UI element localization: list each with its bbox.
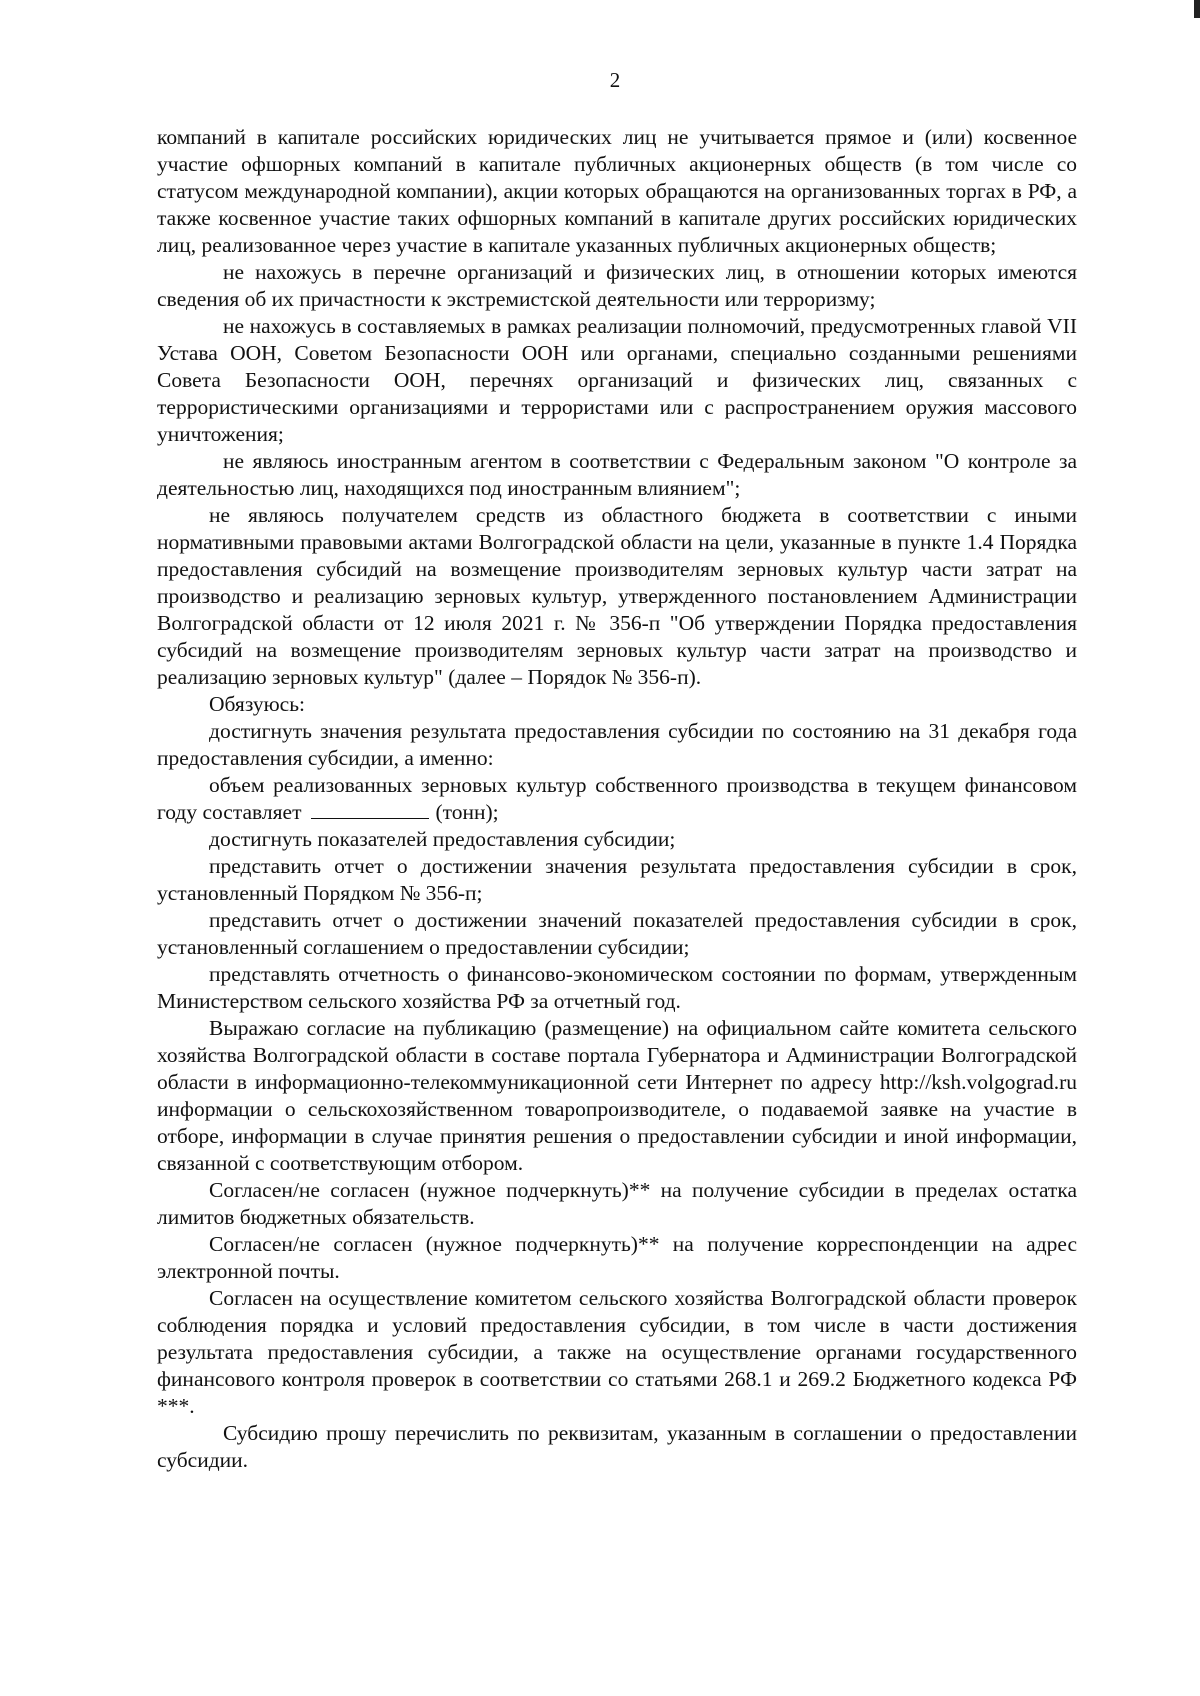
page-number: 2: [609, 68, 621, 92]
scan-edge-mark: [1194, 0, 1200, 18]
tonnage-blank-field[interactable]: [311, 800, 429, 819]
paragraph-achieve-indicators: достигнуть показателей предоставления субсидии;: [209, 827, 676, 851]
paragraph-achieve-result: достигнуть значения результата предоставления субсидии по состоянию на 31 декабря года предоставления субсидии, а именно:: [157, 719, 1077, 770]
grain-volume-text: объем реализованных зерновых культур собственного производства в текущем финансовом году составляет: [157, 773, 1077, 824]
paragraph-foreign-agent: не являюсь иностранным агентом в соответствии с Федеральным законом "О контроле за деятельностью лиц, находящихся под иностранным влиянием";: [157, 449, 1077, 500]
paragraph-limits-consent: Согласен/не согласен (нужное подчеркнуть)** на получение субсидии в пределах остатка лимитов бюджетных обязательств.: [157, 1178, 1077, 1229]
document-body: [157, 124, 1077, 1474]
paragraph-un-sanctions-list: не нахожусь в составляемых в рамках реализации полномочий, предусмотренных главой VII Устава ООН, Советом Безопасности ООН или органами, специально созданными решениями Совета Безопасности ООН, перечнях организаций и физических лиц, связанных с террористическими организациями и террористами или с распространением оружия массового уничтожения;: [157, 314, 1077, 446]
paragraph-indicators-report: представить отчет о достижении значений показателей предоставления субсидии в срок, установленный соглашением о предоставлении субсидии;: [157, 908, 1077, 959]
paragraph-email-consent: Согласен/не согласен (нужное подчеркнуть)** на получение корреспонденции на адрес электронной почты.: [157, 1232, 1077, 1283]
paragraph-financial-reporting: представлять отчетность о финансово-экономическом состоянии по формам, утвержденным Министерством сельского хозяйства РФ за отчетный год.: [157, 962, 1077, 1013]
paragraph-result-report: представить отчет о достижении значения результата предоставления субсидии в срок, установленный Порядком № 356-п;: [157, 854, 1077, 905]
paragraph-audit-consent: Согласен на осуществление комитетом сельского хозяйства Волгоградской области проверок соблюдения порядка и условий предоставления субсидии, в том числе в части достижения результата предоставления субсидии, а также на осуществление органами государственного финансового контроля проверок в соответствии со статьями 268.1 и 269.2 Бюджетного кодекса РФ ***.: [157, 1286, 1077, 1418]
paragraph-grain-volume: [157, 772, 1077, 826]
tonnage-unit: (тонн);: [435, 800, 499, 824]
paragraph-extremism-list: не нахожусь в перечне организаций и физических лиц, в отношении которых имеются сведения об их причастности к экстремистской деятельности или терроризму;: [157, 260, 1077, 311]
paragraph-obligations-heading: Обязуюсь:: [209, 692, 305, 716]
paragraph-offshore-participation: компаний в капитале российских юридических лиц не учитывается прямое и (или) косвенное участие офшорных компаний в капитале публичных акционерных обществ (в том числе со статусом международной компании), акции которых обращаются на организованных торгах в РФ, а также косвенное участие таких офшорных компаний в капитале других российских юридических лиц, реализованное через участие в капитале указанных публичных акционерных обществ;: [157, 125, 1077, 257]
paragraph-not-budget-recipient: не являюсь получателем средств из областного бюджета в соответствии с иными нормативными правовыми актами Волгоградской области на цели, указанные в пункте 1.4 Порядка предоставления субсидий на возмещение производителям зерновых культур части затрат на производство и реализацию зерновых культур, утвержденного постановлением Администрации Волгоградской области от 12 июля 2021 г. № 356-п "Об утверждении Порядка предоставления субсидий на возмещение производителям зерновых культур части затрат на производство и реализацию зерновых культур" (далее – Порядок № 356-п).: [157, 503, 1077, 689]
paragraph-publication-consent: Выражаю согласие на публикацию (размещение) на официальном сайте комитета сельского хозяйства Волгоградской области в составе портала Губернатора и Администрации Волгоградской области в информационно-телекоммуникационной сети Интернет по адресу http://ksh.volgograd.ru информации о сельскохозяйственном товаропроизводителе, о подаваемой заявке на участие в отборе, информации в случае принятия решения о предоставлении субсидии и иной информации, связанной с соответствующим отбором.: [157, 1016, 1077, 1175]
paragraph-payment-details: Субсидию прошу перечислить по реквизитам, указанным в соглашении о предоставлении субсидии.: [157, 1421, 1077, 1472]
